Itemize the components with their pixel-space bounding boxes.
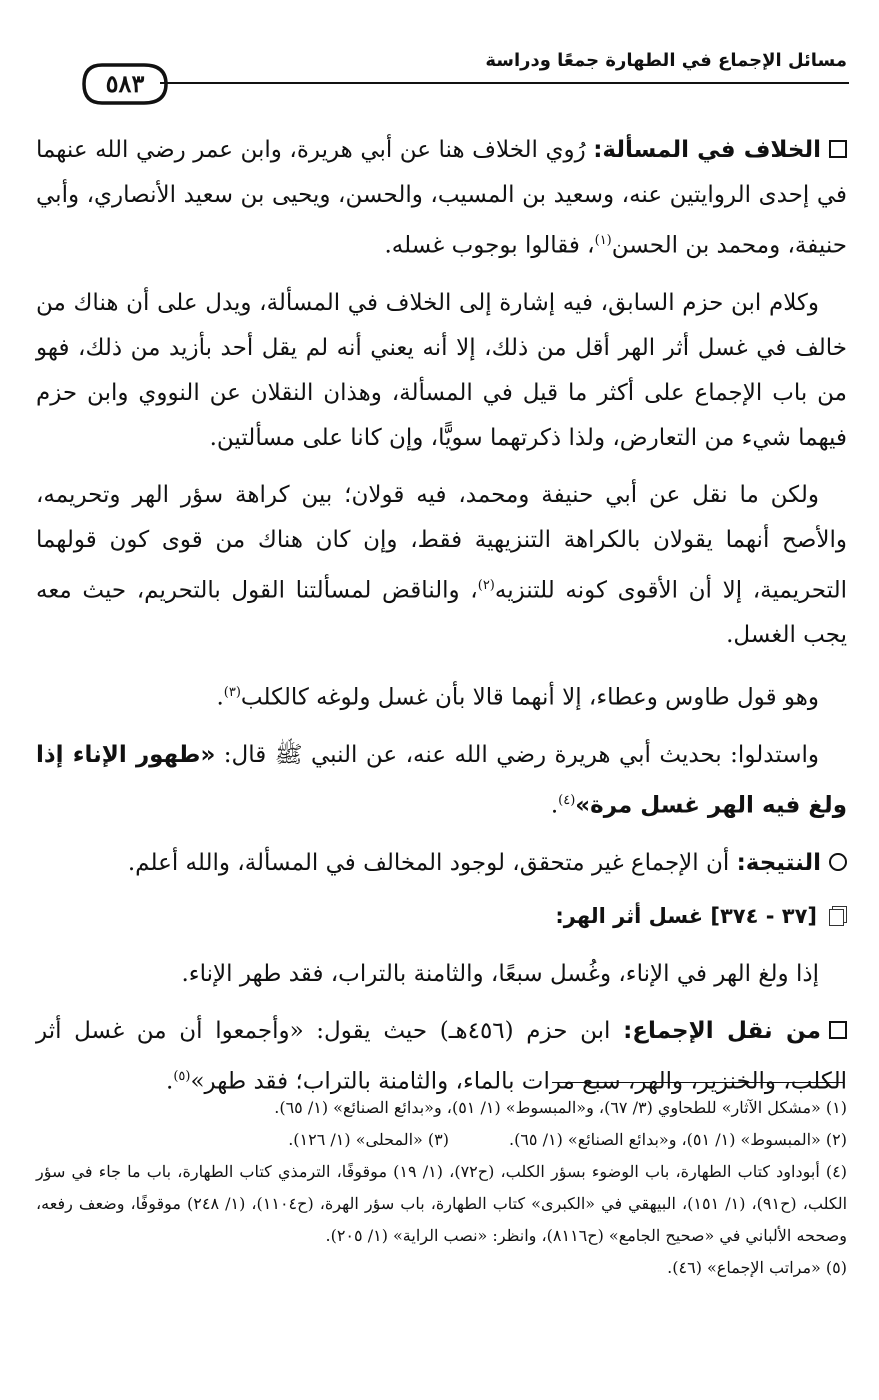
footnote-3: (٣) «المحلى» (١/ ١٢٦). [288, 1130, 449, 1149]
paragraph-text-tail: ، والناقض لمسألتنا القول بالتحريم، حيث معه يجب الغسل. [36, 577, 847, 649]
paragraph-disagreement [36, 128, 847, 269]
circle-bullet-icon [829, 853, 847, 871]
paragraph-abu-hanifa [36, 473, 847, 659]
paragraph-text: واستدلوا: بحديث أبي هريرة رضي الله عنه، عن النبي ﷺ قال: [215, 741, 819, 768]
paragraph-text: ابن حزم (٤٥٦هـ) حيث يقول: «وأجمعوا أن من غسل أثر الكلب، والخنزير، والهر، سبع مرات بالماء، والثامنة بالتراب؛ فقد طهر» [36, 1017, 847, 1095]
footnote-ref-4: (٤) [558, 792, 576, 808]
running-header-title: مسائل الإجماع في الطهارة جمعًا ودراسة [485, 50, 847, 71]
paragraph-text: وهو قول طاوس وعطاء، إلا أنهما قالا بأن غسل ولوغه كالكلب [240, 684, 819, 711]
paragraph-evidence [36, 733, 847, 829]
heading-disagreement: الخلاف في المسألة: [593, 137, 821, 163]
heading-consensus-source: من نقل الإجماع: [623, 1017, 821, 1044]
paragraph-issue-statement: إذا ولغ الهر في الإناء، وغُسل سبعًا، والثامنة بالتراب، فقد طهر الإناء. [181, 960, 819, 987]
paragraph-text: رُوي الخلاف هنا عن أبي هريرة، وابن عمر رضي الله عنهما في إحدى الروايتين عنه، وسعيد بن المسيب، والحسن، ويحيى بن سعيد الأنصاري، وأبي حنيفة، ومحمد بن الحسن [36, 137, 847, 259]
footnotes [36, 1092, 847, 1284]
paragraph-text-tail: . [216, 684, 224, 711]
heading-result: النتيجة: [736, 849, 821, 876]
section-heading [36, 898, 847, 934]
paragraph-text-tail: ، فقالوا بوجوب غسله. [384, 232, 595, 259]
main-text [36, 128, 847, 1116]
footnote-2: (٢) «المبسوط» (١/ ٥١)، و«بدائع الصنائع» (١/ ٦٥). [508, 1130, 847, 1149]
footnote-5: (٥) «مراتب الإجماع» (٤٦). [667, 1258, 847, 1277]
paragraph-tawus [36, 670, 847, 721]
footnote-rule [552, 1082, 843, 1083]
hadith-quote: «طهور الإناء إذا ولغ فيه الهر غسل مرة» [36, 741, 847, 819]
footnote-1: (١) «مشكل الآثار» للطحاوي (٣/ ٦٧)، و«المبسوط» (١/ ٥١)، و«بدائع الصنائع» (١/ ٦٥). [274, 1098, 847, 1117]
page-number-badge [82, 62, 168, 106]
paragraph-text-tail: . [166, 1068, 174, 1095]
page-number: ٥٨٣ [105, 69, 145, 98]
square-bullet-icon [829, 140, 847, 158]
footnote-ref-3: (٣) [223, 685, 241, 701]
paragraph-result [36, 841, 847, 886]
paragraph-consensus-source [36, 1009, 847, 1105]
footnote-ref-2: (٢) [477, 577, 495, 593]
stacked-pages-icon [829, 906, 847, 926]
footnote-ref-5: (٥) [173, 1068, 191, 1084]
paragraph-text: ولكن ما نقل عن أبي حنيفة ومحمد، فيه قولان؛ بين كراهة سؤر الهر وتحريمه، والأصح أنهما يقولان بالكراهة التنزيهية فقط، وإن كان هناك من قوى كون قولهما التحريمية، إلا أن الأقوى كونه للتنزيه [36, 481, 847, 604]
section-title: [٣٧ - ٣٧٤] غسل أثر الهر: [555, 903, 817, 928]
footnote-4: (٤) أبوداود كتاب الطهارة، باب الوضوء بسؤر الكلب، (ح٧٢)، (١/ ١٩) موقوفًا، الترمذي كتاب الطهارة، باب ما جاء في سؤر الكلب، (ح٩١)، (١/ ١٥١)، البيهقي في «الكبرى» كتاب الطهارة، باب سؤر الهرة، (ح١١٠٤)، (١/ ٢٤٨) موقوفًا، وضعف رفعه، وصححه الألباني في «صحيح الجامع» (ح٨١١٦)، وانظر: «نصب الراية» (١/ ٢٠٥). [36, 1162, 848, 1245]
square-bullet-icon [829, 1021, 847, 1039]
paragraph-ibn-hazm: وكلام ابن حزم السابق، فيه إشارة إلى الخلاف في المسألة، ويدل على أن هناك من خالف في غسل أثر الهر أقل من ذلك، إلا أنه يعني أنه لم يقل أحد بأزيد من ذلك، فهو من باب الإجماع على أكثر ما قيل في المسألة، وهذان النقلان عن النووي وابن حزم فيهما شيء من التعارض، ولذا ذكرتهما سويًّا، وإن كانا على مسألتين. [36, 289, 847, 451]
footnote-2-3 [36, 1124, 847, 1156]
paragraph-text: أن الإجماع غير متحقق، لوجود المخالف في المسألة، والله أعلم. [127, 849, 737, 876]
footnote-ref-1: (١) [594, 233, 612, 248]
paragraph-text-tail: . [550, 792, 559, 819]
header-rule [160, 82, 849, 84]
